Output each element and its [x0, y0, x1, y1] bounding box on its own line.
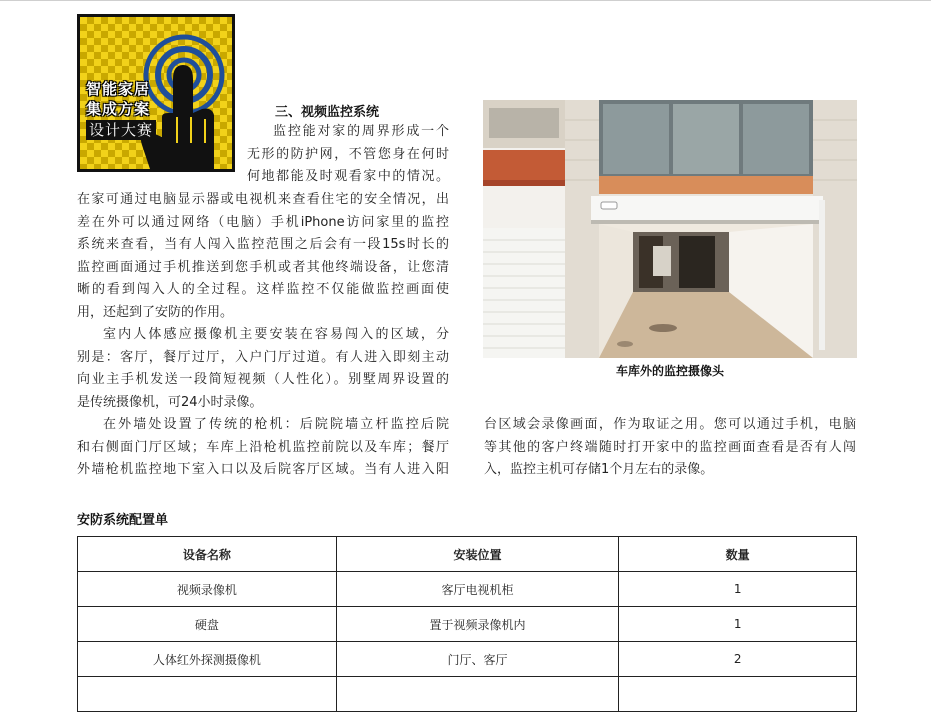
table-cell: 置于视频录像机内 [336, 607, 619, 642]
text-line: 台区域会录像画面，作为取证之用。您可以通过手机，电脑 [484, 417, 856, 432]
table-header-row [78, 537, 857, 572]
top-rule [0, 0, 931, 1]
contest-logo [77, 14, 235, 172]
table-cell [619, 677, 857, 712]
text-line: 监控画面通过手机推送到您手机或者其他终端设备，让您清 [77, 259, 449, 275]
text-line: 等其他的客户终端随时打开家中的监控画面查看是否有人闯 [484, 439, 856, 455]
text-line: 入，监控主机可存储1个月左右的录像。 [484, 462, 714, 478]
text-line: 无形的防护网，不管您身在何时 [247, 146, 449, 162]
text-line: 何地都能及时观看家中的情况。 [247, 169, 449, 185]
security-config-table [77, 536, 857, 712]
table-cell: 1 [619, 572, 857, 607]
table-cell: 门厅、客厅 [336, 642, 619, 677]
logo-text-line2: 集成方案 [86, 100, 151, 118]
paragraph-outdoor-camera [77, 414, 449, 482]
text-line: 向业主手机发送一段简短视频（人性化）。别墅周界设置的 [77, 372, 449, 388]
column-header-device: 设备名称 [78, 537, 337, 572]
table-row [78, 642, 857, 677]
text-line: 在外墙处设置了传统的枪机：后院院墙立杆监控后院 [103, 417, 449, 432]
table-row [78, 607, 857, 642]
table-title: 安防系统配置单 [77, 513, 169, 528]
column-header-location: 安装位置 [336, 537, 619, 572]
text-line: 是传统摄像机，可24小时录像。 [77, 394, 263, 410]
text-line: 用，还起到了安防的作用。 [77, 304, 234, 320]
text-line: 别是：客厅，餐厅过厅，入户门厅过道。有人进入即刻主动 [77, 349, 449, 365]
text-line: 外墙枪机监控地下室入口以及后院客厅区域。当有人进入阳 [77, 462, 449, 478]
table-row-partial [78, 677, 857, 712]
section-heading: 三、视频监控系统 [275, 105, 380, 120]
table-cell: 客厅电视机柜 [336, 572, 619, 607]
table-cell: 人体红外探测摄像机 [78, 642, 337, 677]
paragraph-indoor-camera [77, 324, 449, 414]
paragraph-intro-top [247, 121, 449, 189]
text-line: 室内人体感应摄像机主要安装在容易闯入的区域，分 [103, 327, 449, 342]
table-cell: 2 [619, 642, 857, 677]
text-line: 和右侧面门厅区域；车库上沿枪机监控前院以及车库；餐厅 [77, 439, 449, 455]
text-line: 系统来查看，当有人闯入监控范围之后会有一段15s时长的 [77, 237, 449, 253]
photo-caption: 车库外的监控摄像头 [615, 364, 724, 378]
table-cell: 视频录像机 [78, 572, 337, 607]
paragraph-recording [484, 414, 856, 482]
table-cell [336, 677, 619, 712]
column-header-quantity: 数量 [619, 537, 857, 572]
table-cell: 硬盘 [78, 607, 337, 642]
logo-text-line1: 智能家居 [86, 80, 151, 98]
camera-icon [601, 202, 617, 209]
table-cell [78, 677, 337, 712]
text-line: 监控能对家的周界形成一个 [273, 124, 449, 139]
table-row [78, 572, 857, 607]
text-line: 在家可通过电脑显示器或电视机来查看住宅的安全情况，出 [77, 192, 449, 207]
paragraph-intro [77, 189, 449, 325]
text-line: 晰的看到闯入人的全过程。这样监控不仅能做监控画面使 [77, 282, 449, 298]
text-line: 差在外可以通过网络（电脑）手机iPhone访问家里的监控 [77, 214, 449, 230]
garage-photo [483, 100, 857, 358]
table-cell: 1 [619, 607, 857, 642]
logo-text-line3: 设计大赛 [86, 120, 156, 140]
